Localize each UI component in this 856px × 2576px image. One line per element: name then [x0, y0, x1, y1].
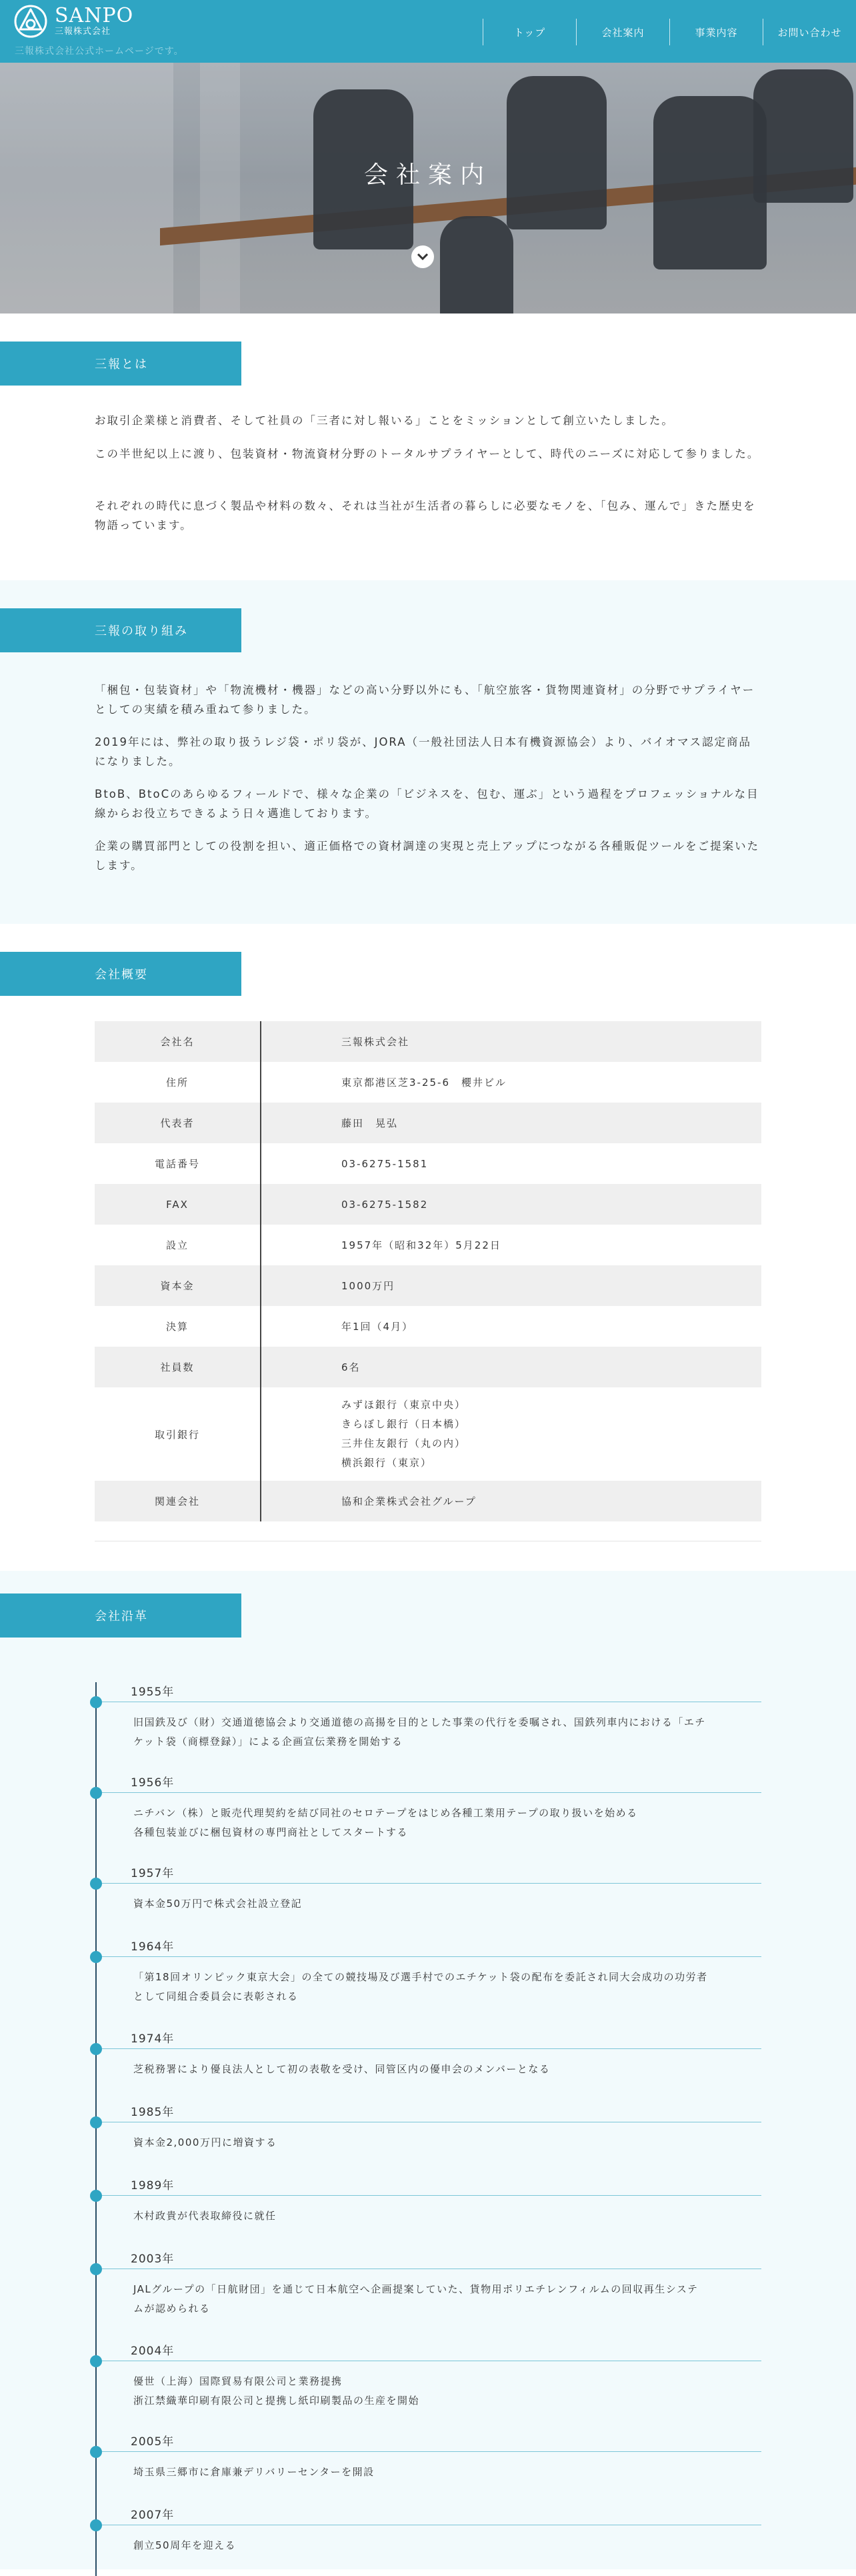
- about-paragraph: この半世紀以上に渡り、包装資材・物流資材分野のトータルサプライヤーとして、時代のニーズに対応して参りました。: [95, 448, 760, 460]
- table-row: [95, 1103, 761, 1143]
- site-header: [0, 0, 856, 63]
- nav-contact[interactable]: お問い合わせ: [763, 19, 856, 45]
- timeline-year: 1974年: [131, 2032, 175, 2046]
- company-overview-table: [95, 1021, 761, 1521]
- table-value-line: 03-6275-1581: [341, 1157, 429, 1170]
- timeline-dot: [90, 2519, 102, 2531]
- timeline-event-text: 浙江禁織華印刷有限公司と提携し紙印刷製品の生産を開始: [133, 2395, 420, 2407]
- timeline-divider: [96, 1956, 761, 1957]
- about-heading: 三報とは: [0, 342, 241, 386]
- table-key-cell: 資本金: [95, 1265, 261, 1306]
- timeline-event-text: 木村政貴が代表取締役に就任: [133, 2210, 277, 2222]
- main-nav: [483, 19, 856, 45]
- timeline-year: 1957年: [131, 1867, 175, 1880]
- table-key-cell: 決算: [95, 1306, 261, 1347]
- table-key-cell: 会社名: [95, 1021, 261, 1062]
- efforts-paragraph: 2019年には、弊社の取り扱うレジ袋・ポリ袋が、JORA（一般社団法人日本有機資源協会）より、バイオマス認定商品になりました。: [95, 736, 752, 768]
- table-value-cell: [261, 1143, 761, 1184]
- table-value-line: 藤田 晃弘: [341, 1117, 399, 1129]
- table-key-cell: 関連会社: [95, 1481, 261, 1521]
- table-value-cell: [261, 1103, 761, 1143]
- timeline-year: 2003年: [131, 2252, 175, 2266]
- timeline-year: 2005年: [131, 2435, 175, 2449]
- timeline-event-text: ニチバン（株）と販売代理契約を結び同社のセロテープをはじめ各種工業用テープの取り扱いを始める: [133, 1807, 638, 1819]
- nav-business[interactable]: 事業内容: [669, 19, 763, 45]
- table-value-cell: [261, 1021, 761, 1062]
- history-heading: 会社沿革: [0, 1593, 241, 1638]
- timeline-dot: [90, 2116, 102, 2128]
- timeline-divider: [96, 1792, 761, 1793]
- table-row: [95, 1387, 761, 1481]
- nav-top[interactable]: トップ: [483, 19, 576, 45]
- efforts-section: [0, 580, 856, 924]
- timeline-event-text: 「第18回オリンピック東京大会」の全ての競技場及び選手村でのエチケット袋の配布を委託され同大会成功の功労者: [133, 1971, 708, 1983]
- table-value-line: 横浜銀行（東京）: [341, 1457, 433, 1469]
- timeline-dot: [90, 1878, 102, 1890]
- timeline-event-text: ムが認められる: [133, 2303, 211, 2315]
- timeline-dot: [90, 2446, 102, 2458]
- table-row: [95, 1184, 761, 1225]
- timeline-divider: [96, 1883, 761, 1884]
- page-title: 会社案内: [363, 161, 492, 189]
- timeline-line: [95, 1682, 97, 2576]
- table-key-cell: FAX: [95, 1184, 261, 1225]
- timeline-year: 1955年: [131, 1686, 175, 1699]
- table-row: [95, 1143, 761, 1184]
- timeline-year: 1989年: [131, 2179, 175, 2192]
- timeline-divider: [96, 2451, 761, 2452]
- table-key-cell: 電話番号: [95, 1143, 261, 1184]
- timeline-event-text: 資本金50万円で株式会社設立登記: [133, 1898, 303, 1910]
- table-value-line: 三井住友銀行（丸の内）: [341, 1437, 467, 1449]
- timeline-dot: [90, 2190, 102, 2202]
- timeline-event-text: 優世（上海）国際貿易有限公司と業務提携: [133, 2375, 343, 2387]
- timeline-event-text: JALグループの「日航財団」を通じて日本航空へ企画提案していた、貨物用ポリエチレンフィルムの回収再生システ: [133, 2283, 699, 2295]
- timeline-year: 1956年: [131, 1776, 175, 1790]
- timeline-divider: [96, 2195, 761, 2196]
- timeline-event-text: 創立50周年を迎える: [133, 2539, 237, 2551]
- table-value-line: 協和企業株式会社グループ: [341, 1495, 477, 1507]
- timeline-event-text: 各種包装並びに梱包資材の専門商社としてスタートする: [133, 1826, 409, 1838]
- efforts-paragraph: 「梱包・包装資材」や「物流機材・機器」などの高い分野以外にも、「航空旅客・貨物関連資材」の分野でサプライヤーとしての実績を積み重ねて参りました。: [95, 684, 755, 716]
- table-row: [95, 1021, 761, 1062]
- logo-name-ja: 三報株式会社: [55, 27, 111, 37]
- table-value-line: みずほ銀行（東京中央）: [341, 1399, 467, 1411]
- scroll-down-button[interactable]: [411, 245, 434, 268]
- about-section: [0, 313, 856, 580]
- table-row: [95, 1306, 761, 1347]
- table-value-line: 東京都港区芝3-25-6 櫻井ビル: [341, 1077, 507, 1089]
- timeline-event-text: ケット袋（商標登録）」による企画宣伝業務を開始する: [133, 1736, 403, 1748]
- table-value-line: 年1回（4月）: [341, 1321, 414, 1333]
- table-value-cell: [261, 1225, 761, 1265]
- table-row: [95, 1062, 761, 1103]
- timeline-year: 1985年: [131, 2106, 175, 2119]
- efforts-paragraph: BtoB、BtoCのあらゆるフィールドで、様々な企業の「ビジネスを、包む、運ぶ」という過程をプロフェッショナルな目線からお役立ちできるよう日々邁進しております。: [95, 788, 759, 820]
- timeline-event-text: 埼玉県三郷市に倉庫兼デリバリーセンターを開設: [133, 2466, 375, 2478]
- table-key-cell: 取引銀行: [95, 1387, 261, 1481]
- table-value-line: 6名: [341, 1361, 361, 1373]
- timeline-dot: [90, 2043, 102, 2055]
- nav-company[interactable]: 会社案内: [576, 19, 669, 45]
- table-value-line: きらぼし銀行（日本橋）: [341, 1418, 467, 1430]
- logo-mark-icon: [13, 4, 48, 39]
- table-key-cell: 設立: [95, 1225, 261, 1265]
- timeline-dot: [90, 1951, 102, 1963]
- table-value-cell: [261, 1306, 761, 1347]
- timeline-year: 1964年: [131, 1940, 175, 1954]
- timeline-event-text: 芝税務署により優良法人として初の表敬を受け、同管区内の優申会のメンバーとなる: [133, 2063, 551, 2075]
- timeline-year: 2007年: [131, 2509, 175, 2522]
- efforts-heading: 三報の取り組み: [0, 608, 241, 652]
- table-key-cell: 社員数: [95, 1347, 261, 1387]
- table-value-line: 三報株式会社: [341, 1036, 410, 1048]
- table-value-line: 03-6275-1582: [341, 1198, 429, 1211]
- table-value-line: 1000万円: [341, 1280, 395, 1292]
- timeline-event-text: 旧国鉄及び（財）交通道徳協会より交通道徳の高揚を目的とした事業の代行を委嘱され、国鉄列車内における「エチ: [133, 1716, 706, 1728]
- table-value-cell: [261, 1265, 761, 1306]
- logo-name-en: SANPO: [55, 4, 134, 27]
- site-tagline: 三報株式会社公式ホームページです。: [15, 46, 184, 57]
- efforts-paragraph: 企業の購買部門としての役割を担い、適正価格での資材調達の実現と売上アップにつながる各種販促ツールをご提案いたします。: [95, 840, 760, 872]
- timeline-dot: [90, 2263, 102, 2275]
- hero-banner: [0, 63, 856, 313]
- table-value-cell: [261, 1387, 761, 1481]
- about-paragraph: それぞれの時代に息づく製品や材料の数々、それは当社が生活者の暮らしに必要なモノを、「包み、運んで」きた歴史を物語っています。: [95, 500, 756, 532]
- table-value-cell: [261, 1184, 761, 1225]
- table-row: [95, 1347, 761, 1387]
- table-key-cell: 代表者: [95, 1103, 261, 1143]
- table-row: [95, 1225, 761, 1265]
- timeline-dot: [90, 1696, 102, 1708]
- timeline-event-text: として同組合委員会に表彰される: [133, 1990, 299, 2002]
- table-row: [95, 1265, 761, 1306]
- table-key-cell: 住所: [95, 1062, 261, 1103]
- about-paragraph: お取引企業様と消費者、そして社員の「三者に対し報いる」ことをミッションとして創立いたしました。: [95, 414, 674, 427]
- timeline-event-text: 資本金2,000万円に増資する: [133, 2136, 277, 2148]
- table-value-cell: [261, 1481, 761, 1521]
- table-value-cell: [261, 1062, 761, 1103]
- timeline-dot: [90, 1787, 102, 1799]
- site-logo[interactable]: [13, 4, 133, 39]
- timeline-year: 2004年: [131, 2345, 175, 2358]
- timeline-dot: [90, 2355, 102, 2367]
- timeline-divider: [96, 2048, 761, 2049]
- table-value-cell: [261, 1347, 761, 1387]
- table-value-line: 1957年（昭和32年）5月22日: [341, 1239, 501, 1251]
- overview-heading: 会社概要: [0, 952, 241, 996]
- table-row: [95, 1481, 761, 1521]
- chevron-down-icon: [417, 253, 429, 261]
